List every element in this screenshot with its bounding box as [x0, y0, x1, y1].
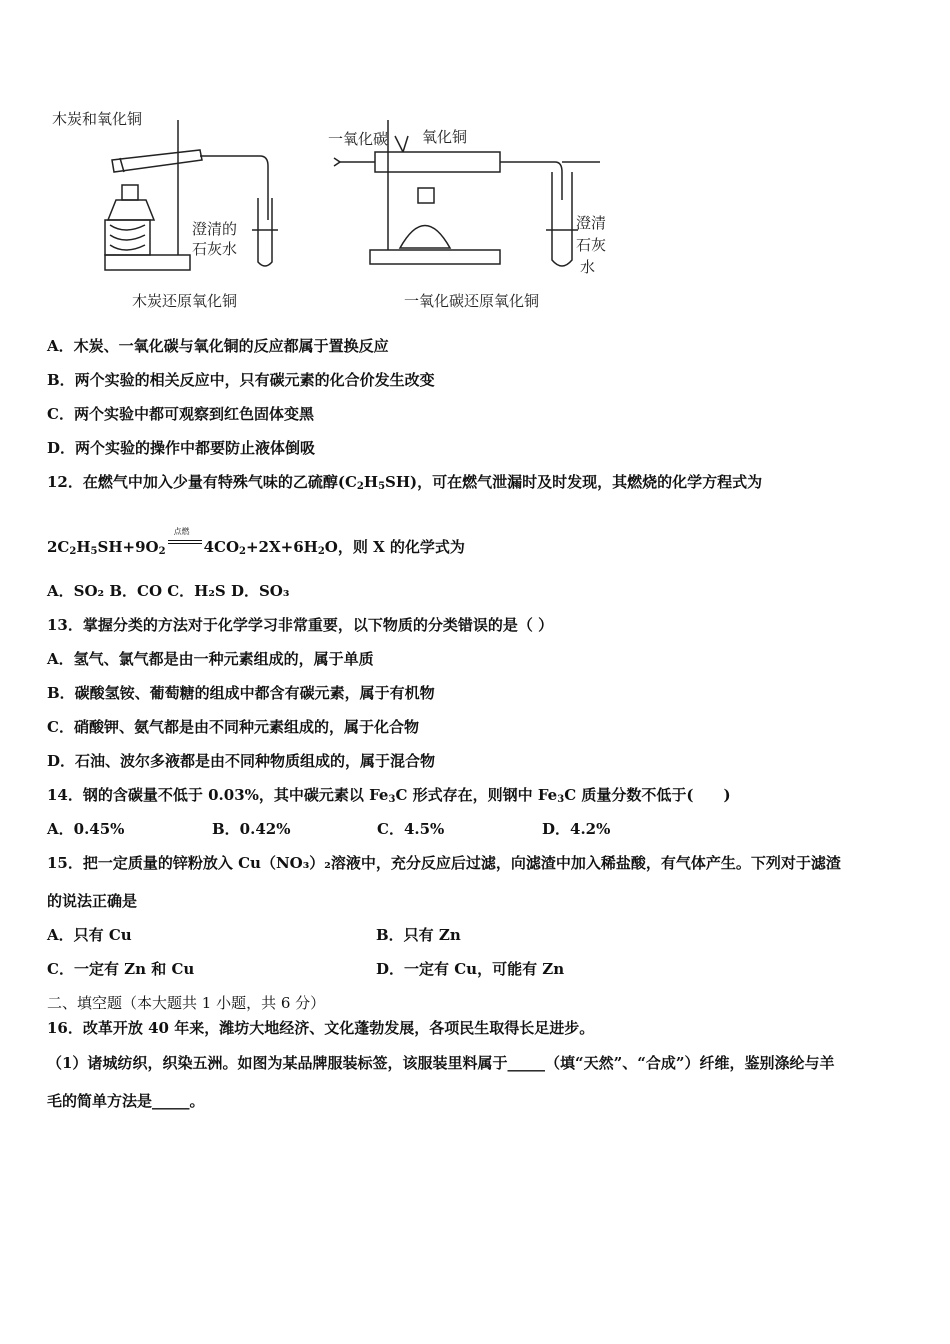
q16-part1-line1: （1）诸城纺织，织染五洲。如图为某品牌服装标签，该服装里料属于_____（填“天然”、“合成”）纤维，鉴别涤纶与羊 [47, 1054, 835, 1072]
q11-option-b: B．两个实验的相关反应中，只有碳元素的化合价发生改变 [47, 371, 435, 389]
q13-option-a: A．氢气、氯气都是由一种元素组成的，属于单质 [47, 650, 374, 668]
q11-option-c: C．两个实验中都可观察到红色固体变黑 [47, 405, 314, 423]
q13-option-d: D．石油、波尔多液都是由不同种物质组成的，属于混合物 [47, 752, 436, 770]
reaction-condition: 点燃 [173, 527, 190, 536]
label-charcoal-cuo: 木炭和氧化铜 [52, 110, 143, 128]
q15-stem-line1: 15．把一定质量的锌粉放入 Cu（NO₃）₂溶液中，充分反应后过滤，向滤渣中加入稀盐酸，有气体产生。下列对于滤渣 [47, 854, 841, 872]
q15-stem-line2: 的说法正确是 [47, 892, 138, 910]
q13-stem: 13．掌握分类的方法对于化学学习非常重要，以下物质的分类错误的是（ ） [47, 616, 554, 634]
q12-equation: $2C_2H_5SH+9O_2$ 点燃 $4CO_2+2X+6H_2O$，则 X 的化学式为 [47, 534, 465, 562]
q15-option-c: C．一定有 Zn 和 Cu [47, 960, 195, 978]
q16-part1-line2: 毛的简单方法是_____。 [47, 1092, 205, 1110]
reaction-arrow [168, 527, 202, 550]
caption-left: 木炭还原氧化铜 [132, 292, 238, 310]
q13-option-c: C．硝酸钾、氨气都是由不同种元素组成的，属于化合物 [47, 718, 419, 736]
q14-option-c: C．4.5% [377, 820, 445, 838]
q11-option-a: A．木炭、一氧化碳与氧化铜的反应都属于置换反应 [47, 337, 389, 355]
q15-option-b: B．只有 Zn [376, 926, 461, 944]
caption-right: 一氧化碳还原氧化铜 [404, 292, 540, 310]
q13-option-b: B．碳酸氢铵、葡萄糖的组成中都含有碳元素，属于有机物 [47, 684, 435, 702]
section-title: 二、填空题（本大题共 1 小题，共 6 分） [47, 994, 326, 1012]
q14-option-a: A．0.45% [47, 820, 125, 838]
label-limewater-left-2: 石灰水 [192, 240, 238, 258]
q15-option-d: D．一定有 Cu，可能有 Zn [376, 960, 565, 978]
apparatus-drawing [40, 100, 600, 315]
q14-option-b: B．0.42% [212, 820, 291, 838]
q15-option-a: A．只有 Cu [47, 926, 132, 944]
label-limewater-right-3: 水 [580, 258, 596, 276]
q16-stem: 16．改革开放 40 年来，潍坊大地经济、文化蓬勃发展，各项民生取得长足进步。 [47, 1019, 595, 1037]
experiment-figure [40, 100, 607, 315]
q14-stem: 14．钢的含碳量不低于 0.03%，其中碳元素以 $Fe_3C$ 形式存在，则钢中 $Fe_3C$ 质量分数不低于( ) [47, 786, 731, 805]
label-co: 一氧化碳 [328, 130, 389, 148]
q11-option-d: D．两个实验的操作中都要防止液体倒吸 [47, 439, 316, 457]
label-cuo: 氧化铜 [422, 128, 468, 146]
q12-stem: 12．在燃气中加入少量有特殊气味的乙硫醇$(C_2H_5SH)$，可在燃气泄漏时及时发现，其燃烧的化学方程式为 [47, 473, 763, 492]
q12-options: A．SO₂ B．CO C．H₂S D．SO₃ [47, 582, 290, 600]
label-limewater-left-1: 澄清的 [192, 220, 238, 238]
q14-option-d: D．4.2% [542, 820, 611, 838]
label-limewater-right-2: 石灰 [576, 236, 607, 254]
label-limewater-right-1: 澄清 [576, 214, 607, 232]
